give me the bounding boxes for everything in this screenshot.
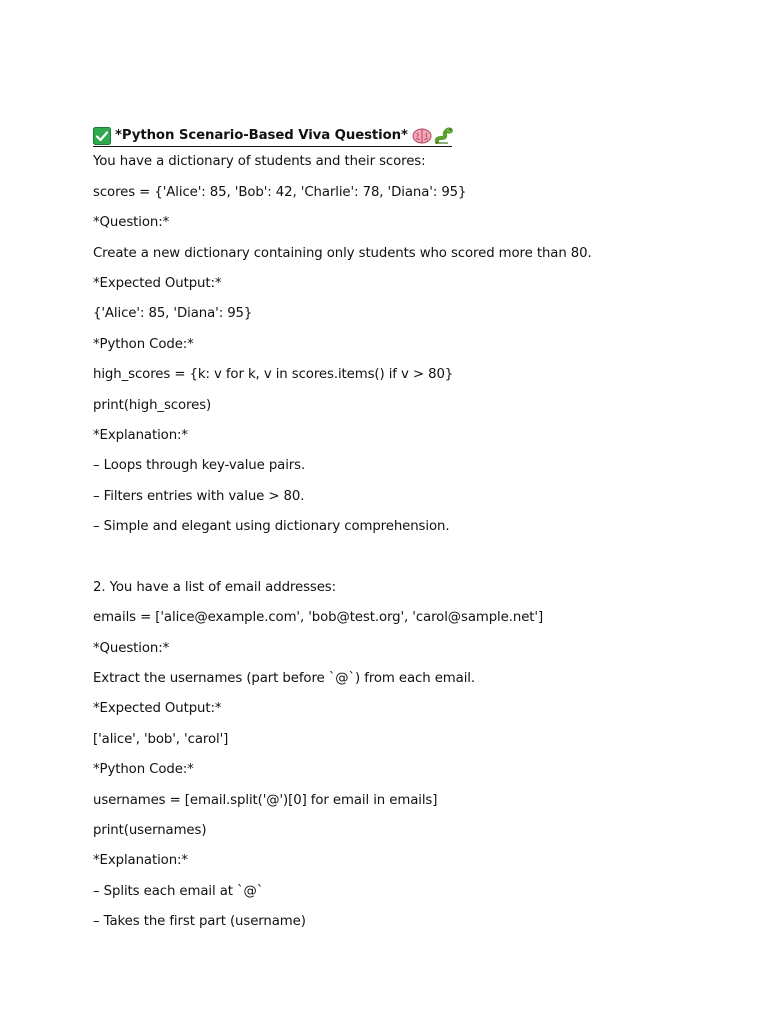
check-mark-icon <box>93 127 111 145</box>
section1-intro: You have a dictionary of students and their scores: <box>93 154 426 170</box>
section2-code-line-2: print(usernames) <box>93 822 207 838</box>
section1-expected-label: *Expected Output:* <box>93 275 222 291</box>
section1-code-line-2: print(high_scores) <box>93 397 212 413</box>
section1-explanation-item: – Loops through key-value pairs. <box>93 458 306 474</box>
section1-question-text: Create a new dictionary containing only students who scored more than 80. <box>93 245 592 261</box>
section2-explanation-item: – Takes the first part (username) <box>93 914 306 930</box>
section2-expected-label: *Expected Output:* <box>93 701 222 717</box>
section2-question-text: Extract the usernames (part before `@`) from each email. <box>93 671 476 687</box>
section2-data-line: emails = ['alice@example.com', 'bob@test.org', 'carol@sample.net'] <box>93 610 544 626</box>
section2-code-label: *Python Code:* <box>93 762 194 778</box>
section1-data-line: scores = {'Alice': 85, 'Bob': 42, 'Charlie': 78, 'Diana': 95} <box>93 184 467 200</box>
section1-code-label: *Python Code:* <box>93 336 194 352</box>
section1-explanation-item: – Simple and elegant using dictionary comprehension. <box>93 519 450 535</box>
section1-expected-value: {'Alice': 85, 'Diana': 95} <box>93 306 253 322</box>
section2-explanation-label: *Explanation:* <box>93 853 188 869</box>
section1-explanation-item: – Filters entries with value > 80. <box>93 488 305 504</box>
title-underline <box>93 127 452 147</box>
section1-explanation-label: *Explanation:* <box>93 427 188 443</box>
section1-question-label: *Question:* <box>93 215 170 231</box>
section2-intro: 2. You have a list of email addresses: <box>93 579 337 595</box>
section2-question-label: *Question:* <box>93 640 170 656</box>
snake-icon <box>434 127 452 145</box>
section2-expected-value: ['alice', 'bob', 'carol'] <box>93 731 229 747</box>
section2-code-line-1: usernames = [email.split('@')[0] for email in emails] <box>93 792 438 808</box>
section2-explanation-item: – Splits each email at `@` <box>93 883 264 899</box>
brain-icon <box>412 127 430 145</box>
document-title-line <box>93 122 733 152</box>
section-spacer <box>93 547 733 577</box>
section1-code-line-1: high_scores = {k: v for k, v in scores.items() if v > 80} <box>93 367 454 383</box>
document-title: *Python Scenario-Based Viva Question* <box>115 128 408 144</box>
document-content <box>93 122 733 943</box>
